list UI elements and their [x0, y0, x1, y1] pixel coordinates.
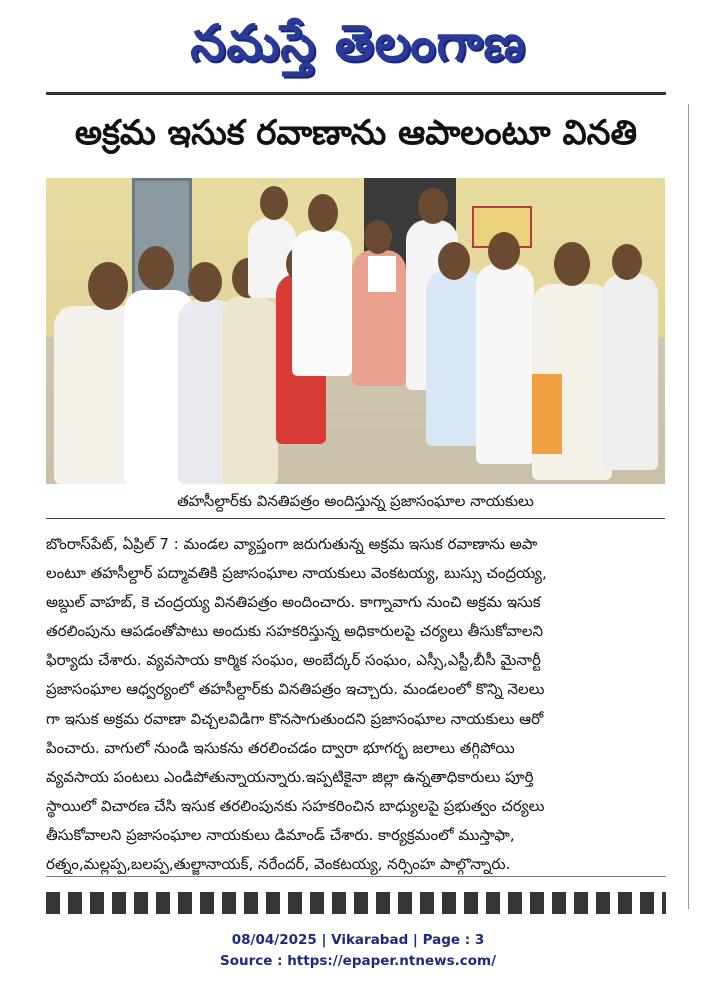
photo-person-head: [308, 194, 338, 232]
photo-person: [222, 296, 278, 484]
article-photo: [46, 178, 665, 484]
body-line: గా ఇసుక అక్రమ రవాణా విచ్చలవిడిగా కొనసాగుతుందని ప్రజాసంఘాల నాయకులు ఆరో: [46, 709, 544, 728]
body-line: స్థాయిలో విచారణ చేసి ఇసుక తరలింపునకు సహకరించిన బాధ్యులపై ప్రభుత్వం చర్యలు: [46, 796, 545, 815]
footer-date-edition: 08/04/2025 | Vikarabad | Page : 3: [231, 932, 485, 948]
article-body: [46, 530, 666, 879]
column-divider: [688, 104, 689, 909]
photo-person-head: [88, 262, 128, 310]
body-line: వ్యవసాయ పంటలు ఎండిపోతున్నాయన్నారు.ఇప్పటికైనా జిల్లా ఉన్నతాధికారులు పూర్తి: [46, 767, 534, 786]
photo-person-head: [418, 188, 448, 224]
masthead-rule: [46, 92, 666, 95]
body-line: తరలింపును ఆపడంతోపాటు అందుకు సహకరిస్తున్న అధికారులపై చర్యలు తీసుకోవాలని: [46, 622, 544, 641]
photo-person: [292, 230, 352, 376]
page-footer: [0, 930, 716, 972]
body-line: ఫిర్యాదు చేశారు. వ్యవసాయ కార్మిక సంఘం, అంబేద్కర్ సంఘం, ఎస్సీ,ఎస్టీ,బీసీ మైనార్టీ: [46, 651, 541, 670]
caption-rule: [46, 518, 665, 519]
photo-person: [476, 264, 534, 464]
masthead-title: నమస్తే తెలంగాణ: [190, 14, 526, 72]
photo-petition-paper: [368, 256, 396, 292]
photo-person-head: [554, 242, 590, 286]
photo-person-head: [138, 246, 174, 290]
body-line: రత్నం,మల్లప్ప,బలప్ప,తుల్జానాయక్, నరేందర్, వెంకటయ్య, నర్సింహ పాల్గొన్నారు.: [46, 855, 511, 874]
next-article-headline-cropped: [46, 892, 666, 914]
body-line: లంటూ తహసీల్దార్ పద్మావతికి ప్రజాసంఘాల నాయకులు వెంకటయ్య, బుస్సు చంద్రయ్య,: [46, 564, 547, 583]
body-line: పించారు. వాగులో నుండి ఇసుకను తరలించడం ద్వారా భూగర్భ జలాలు తగ్గిపోయి: [46, 738, 515, 757]
body-line: ప్రజాసంఘాల ఆధ్వర్యంలో తహసీల్దార్‌కు వినతిపత్రం ఇచ్చారు. మండలంలో కొన్ని నెలలు: [46, 680, 545, 699]
article-headline: అక్రమ ఇసుక రవాణాను ఆపాలంటూ వినతి: [74, 113, 638, 153]
photo-person-head: [260, 186, 288, 220]
photo-bag: [532, 374, 562, 454]
photo-person-head: [188, 262, 222, 302]
photo-caption: తహసీల్దార్‌కు వినతిపత్రం అందిస్తున్న ప్రజాసంఘాల నాయకులు: [177, 492, 534, 510]
photo-person: [602, 274, 658, 470]
body-line: అబ్దుల్ వాహబ్, కె చంద్రయ్య వినతిపత్రం అందించారు. కాగ్నావాగు నుంచి అక్రమ ఇసుక: [46, 593, 541, 612]
footer-source-link[interactable]: Source : https://epaper.ntnews.com/: [219, 953, 497, 969]
photo-person-head: [438, 242, 470, 280]
body-line: తీసుకోవాలని ప్రజాసంఘాల నాయకులు డిమాండ్ చేశారు. కార్యక్రమంలో ముస్తాఫా,: [46, 825, 515, 844]
article-end-rule: [46, 876, 666, 877]
photo-person-head: [364, 220, 392, 254]
body-line: బొంరాస్‌పేట్, ఏప్రిల్ 7 : మండల వ్యాప్తంగా జరుగుతున్న అక్రమ ఇసుక రవాణాను అపా: [46, 535, 538, 553]
photo-person-head: [612, 244, 642, 280]
photo-person-head: [488, 232, 520, 270]
